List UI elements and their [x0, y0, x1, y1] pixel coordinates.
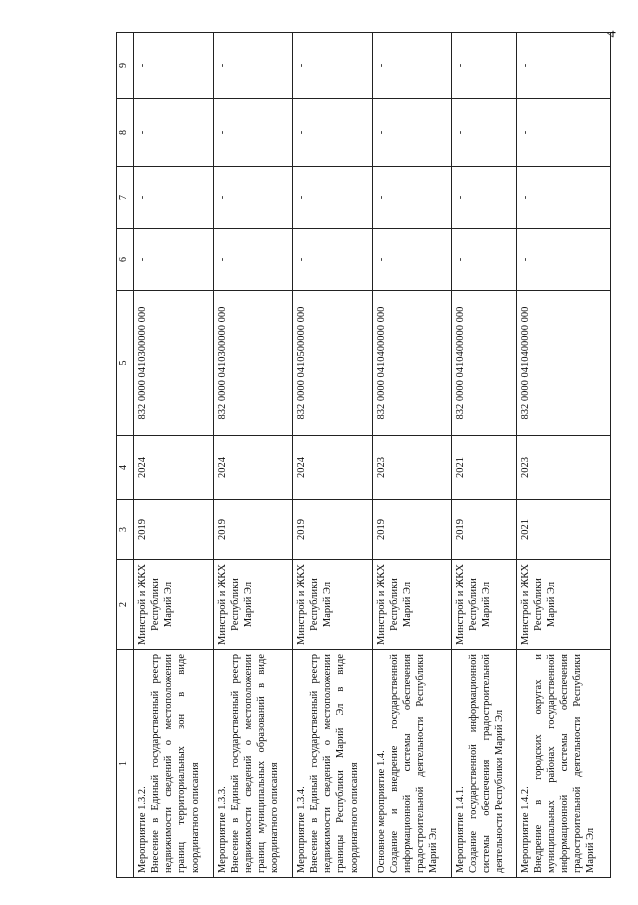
- column-6-cell: -: [372, 229, 452, 291]
- start-year-cell: 2019: [293, 500, 373, 560]
- end-year-cell: 2023: [516, 436, 610, 500]
- executor-cell: Минстрой и ЖКХ Республики Марий Эл: [134, 560, 214, 650]
- measure-description: Внедрение в городских округах и муниципальных районах государственной информационной системы обеспечения градостроительной деятельности Республики Марий Эл: [532, 654, 597, 873]
- table-header-row: [117, 33, 134, 878]
- column-header-5: 5: [117, 291, 134, 436]
- column-header-9: 9: [117, 33, 134, 99]
- start-year-cell: 2019: [372, 500, 452, 560]
- column-9-cell: -: [213, 33, 293, 99]
- rotated-table-wrapper: [116, 33, 611, 878]
- start-year-cell: 2019: [213, 500, 293, 560]
- measure-name-cell: [516, 650, 610, 878]
- column-header-1: 1: [117, 650, 134, 878]
- end-year-cell: 2024: [134, 436, 214, 500]
- column-7-cell: -: [372, 167, 452, 229]
- program-measures-table: [116, 32, 611, 878]
- budget-code-cell: 832 0000 0410400000 000: [452, 291, 517, 436]
- column-header-2: 2: [117, 560, 134, 650]
- column-7-cell: -: [134, 167, 214, 229]
- column-9-cell: -: [134, 33, 214, 99]
- measure-title: Основное мероприятие 1.4.: [375, 750, 387, 873]
- table-row: [134, 33, 214, 878]
- measure-title: Мероприятие 1.3.3.: [216, 786, 228, 873]
- measure-name-cell: [293, 650, 373, 878]
- column-9-cell: -: [293, 33, 373, 99]
- column-6-cell: -: [134, 229, 214, 291]
- table-row: [293, 33, 373, 878]
- measure-description: Создание государственной информационной системы обеспечения градостроительной деятельности Республики Марий Эл: [468, 654, 506, 873]
- column-8-cell: -: [134, 99, 214, 167]
- executor-cell: Минстрой и ЖКХ Республики Марий Эл: [452, 560, 517, 650]
- column-7-cell: -: [452, 167, 517, 229]
- column-8-cell: -: [293, 99, 373, 167]
- column-9-cell: -: [452, 33, 517, 99]
- table-row: [516, 33, 610, 878]
- measure-title: Мероприятие 1.3.2.: [137, 786, 148, 873]
- column-8-cell: -: [516, 99, 610, 167]
- column-6-cell: -: [516, 229, 610, 291]
- executor-cell: Минстрой и ЖКХ Республики Марий Эл: [213, 560, 293, 650]
- executor-cell: Минстрой и ЖКХ Республики Марий Эл: [293, 560, 373, 650]
- measure-title: Мероприятие 1.4.2.: [519, 786, 531, 873]
- table-row: [372, 33, 452, 878]
- measure-name-cell: [452, 650, 517, 878]
- start-year-cell: 2019: [134, 500, 214, 560]
- end-year-cell: 2023: [372, 436, 452, 500]
- column-6-cell: -: [452, 229, 517, 291]
- column-header-7: 7: [117, 167, 134, 229]
- page-number: 4: [604, 30, 620, 38]
- budget-code-cell: 832 0000 0410500000 000: [293, 291, 373, 436]
- executor-cell: Минстрой и ЖКХ Республики Марий Эл: [372, 560, 452, 650]
- measure-description: Внесение в Единый государственный реестр недвижимости сведений о местоположении границ муниципальных образований в виде координатного описания: [229, 654, 280, 873]
- measure-name-cell: [134, 650, 214, 878]
- measure-name-cell: [372, 650, 452, 878]
- measure-description: Внесение в Единый государственный реестр недвижимости сведений о местоположении границы Республики Марий Эл в виде координатного описания: [309, 654, 360, 873]
- column-header-4: 4: [117, 436, 134, 500]
- table-row: [452, 33, 517, 878]
- column-header-3: 3: [117, 500, 134, 560]
- column-8-cell: -: [372, 99, 452, 167]
- measure-title: Мероприятие 1.3.4.: [296, 786, 307, 873]
- start-year-cell: 2019: [452, 500, 517, 560]
- column-9-cell: -: [516, 33, 610, 99]
- column-6-cell: -: [293, 229, 373, 291]
- budget-code-cell: 832 0000 0410300000 000: [134, 291, 214, 436]
- end-year-cell: 2024: [213, 436, 293, 500]
- column-8-cell: -: [452, 99, 517, 167]
- measure-title: Мероприятие 1.4.1.: [455, 786, 466, 873]
- column-8-cell: -: [213, 99, 293, 167]
- end-year-cell: 2024: [293, 436, 373, 500]
- column-7-cell: -: [516, 167, 610, 229]
- measure-name-cell: [213, 650, 293, 878]
- measure-description: Внесение в Единый государственный реестр недвижимости сведений о местоположении границ территориальных зон в виде координатного описания: [150, 654, 201, 873]
- measure-description: Создание и внедрение государственной информационной системы обеспечения градостроительной деятельности Республики Марий Эл: [388, 654, 439, 873]
- end-year-cell: 2021: [452, 436, 517, 500]
- column-7-cell: -: [293, 167, 373, 229]
- column-7-cell: -: [213, 167, 293, 229]
- column-header-6: 6: [117, 229, 134, 291]
- column-6-cell: -: [213, 229, 293, 291]
- column-9-cell: -: [372, 33, 452, 99]
- budget-code-cell: 832 0000 0410400000 000: [516, 291, 610, 436]
- column-header-8: 8: [117, 99, 134, 167]
- budget-code-cell: 832 0000 0410300000 000: [213, 291, 293, 436]
- start-year-cell: 2021: [516, 500, 610, 560]
- table-row: [213, 33, 293, 878]
- budget-code-cell: 832 0000 0410400000 000: [372, 291, 452, 436]
- executor-cell: Минстрой и ЖКХ Республики Марий Эл: [516, 560, 610, 650]
